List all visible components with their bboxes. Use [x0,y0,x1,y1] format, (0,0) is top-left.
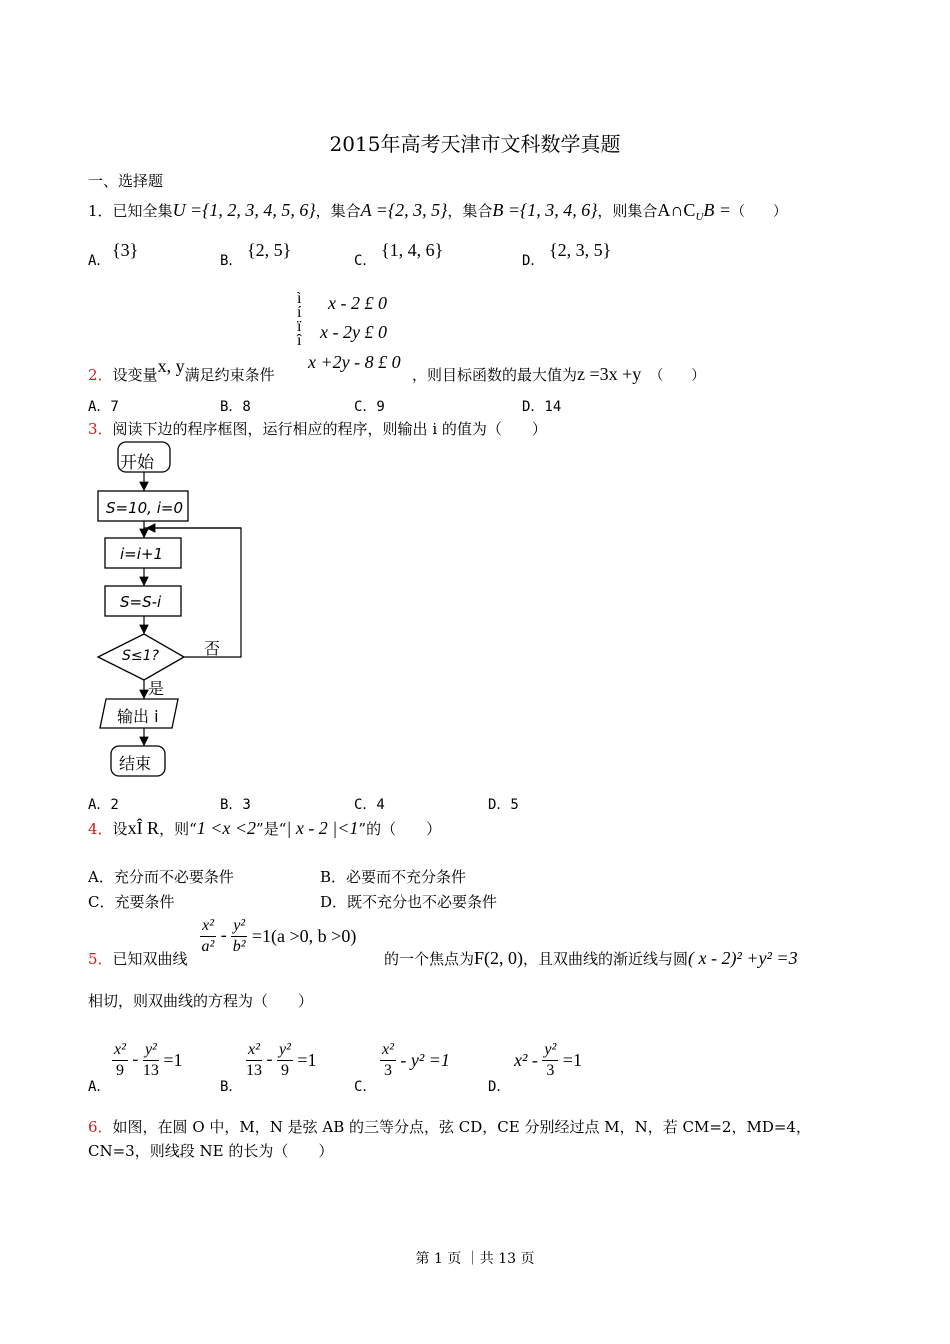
q1-option-c-value: {1, 4, 6} [381,240,444,260]
q6-text: 如图，在圆 O 中，M，N 是弦 AB 的三等分点，弦 CD，CE 分别经过点 M，N，若 CM=2，MD=4， [112,1118,811,1136]
constraint-1: x - 2 £ 0 [328,293,387,313]
q4-option-b: B．必要而不充分条件 [320,868,467,886]
q1-option-d: D． [522,253,545,269]
q5-option-c: C． [354,1079,377,1095]
q5-tail: 相切，则双曲线的方程为（ ） [88,992,314,1010]
q2-option-b: B．8 [220,399,251,415]
q3-option-c: C．4 [354,797,385,813]
question-1 [88,200,787,223]
q2-tail [412,364,705,385]
page-title: 2015年高考天津市文科数学真题 [329,132,621,156]
q1-text: ，集合 [447,202,493,220]
option-label: A． [88,253,111,269]
condition-2: | x - 2 |<1 [286,818,359,838]
q3-text: 阅读下边的程序框图，运行相应的程序，则输出 i 的值为（ ） [112,420,547,438]
q4-option-a: A．充分而不必要条件 [88,868,234,886]
set-U: U ={1, 2, 3, 4, 5, 6} [172,200,316,220]
q1-text: ，则集合 [597,202,658,220]
focus-point: F(2, 0) [474,948,524,968]
flow-increment-label: i=i+1 [120,545,164,563]
q5-text: 的一个焦点为 [384,950,475,968]
q1-option-a-value: {3} [112,240,139,260]
brace-icon: ì í ï î [297,290,302,349]
question-number: 2． [88,366,113,384]
q2-text: 满足约束条件 [184,366,275,384]
flow-no-label: 否 [204,639,221,658]
flow-init-label: S=10, i=0 [106,499,183,517]
x-in-R: xÎ R [127,818,160,838]
set-B: B ={1, 3, 4, 6} [492,200,598,220]
condition-1: 1 <x <2 [196,818,257,838]
equation-rhs: =1(a >0, b >0) [251,926,357,946]
page-footer: 第 1 页 ｜共 13 页 [415,1251,535,1267]
q5-option-a-value: $\frac{\text{x²}}{9}$ - $\frac{\text{y²}}{13}$ =1 [114,1041,183,1079]
q6-line2: CN=3，则线段 NE 的长为（ ） [88,1142,334,1160]
flowchart [90,440,260,785]
q5-mid [384,948,798,969]
circle-equation: ( x - 2)² +y² =3 [688,948,798,968]
flow-output-label: 输出 i [117,707,159,726]
question-number: 5． [88,950,113,968]
question-4 [88,818,441,839]
flow-yes-label: 是 [148,679,165,698]
q2-option-d: D．14 [522,399,562,415]
subscript: U [695,211,704,223]
q1-option-b-value: {2, 5} [247,240,292,260]
q4-option-c: C．充要条件 [88,893,175,911]
q1-option-c: C． [354,253,377,269]
q5-option-b-value: $\frac{\text{x²}}{13}$ - $\frac{\text{y²}}{9}$ =1 [246,1041,317,1079]
objective-function: z =3x +y [577,364,642,384]
q4-text: ”的（ ） [358,820,442,838]
q4-option-d: D．既不充分也不必要条件 [320,893,498,911]
q5-option-d-value: x² - $\frac{\text{y²}}{3}$ =1 [514,1041,582,1079]
q5-text: 已知双曲线 [112,950,188,968]
q3-option-d: D．5 [488,797,519,813]
question-number: 1． [88,202,113,220]
flow-end-label: 结束 [119,754,152,773]
q5-lead [88,948,188,969]
q2-text: 设变量 [112,366,158,384]
q5-option-a: A． [88,1079,111,1095]
answer-paren: （ ） [649,368,706,384]
q4-text: ，则“ [159,820,197,838]
set-A: A ={2, 3, 5} [360,200,448,220]
question-2 [88,356,275,385]
q1-option-a [88,250,110,270]
question-6 [88,1116,811,1137]
q3-option-a: A．2 [88,797,119,813]
section-heading: 一、选择题 [88,172,164,190]
q1-expression: B = [703,200,732,220]
q1-option-b: B． [220,253,243,269]
q1-text: 已知全集 [112,202,173,220]
flow-condition-label: S≤1? [122,648,159,664]
hyperbola-equation: $\frac{\text{x²}}{\text{a²}}$ - $\frac{\text{y²}}{\text{b²}}$ =1(a >0, b >0) [201,917,357,955]
q1-text: ，集合 [315,202,361,220]
flow-subtract-label: S=S-i [120,593,162,611]
question-number: 6． [88,1118,113,1136]
q5-text: ，且双曲线的渐近线与圆 [523,950,689,968]
q4-text: 设 [112,820,128,838]
constraint-3: x +2y - 8 £ 0 [308,352,401,372]
q2-text: ，则目标函数的最大值为 [412,366,578,384]
q5-option-b: B． [220,1079,243,1095]
answer-paren: （ ） [731,204,788,220]
question-number: 3． [88,420,113,438]
q1-option-d-value: {2, 3, 5} [549,240,612,260]
q3-option-b: B．3 [220,797,251,813]
q1-expression: A∩C [657,200,696,220]
q2-vars: x, y [157,356,185,376]
q4-text: ”是“ [256,820,287,838]
q2-option-a: A．7 [88,399,119,415]
question-number: 4． [88,820,113,838]
q2-option-c: C．9 [354,399,385,415]
flow-start-label: 开始 [120,453,154,473]
constraint-2: x - 2y £ 0 [320,322,387,342]
q5-option-c-value: $\frac{\text{x²}}{3}$ - y² =1 [382,1041,450,1079]
q5-option-d: D． [488,1079,511,1095]
question-3 [88,418,547,439]
